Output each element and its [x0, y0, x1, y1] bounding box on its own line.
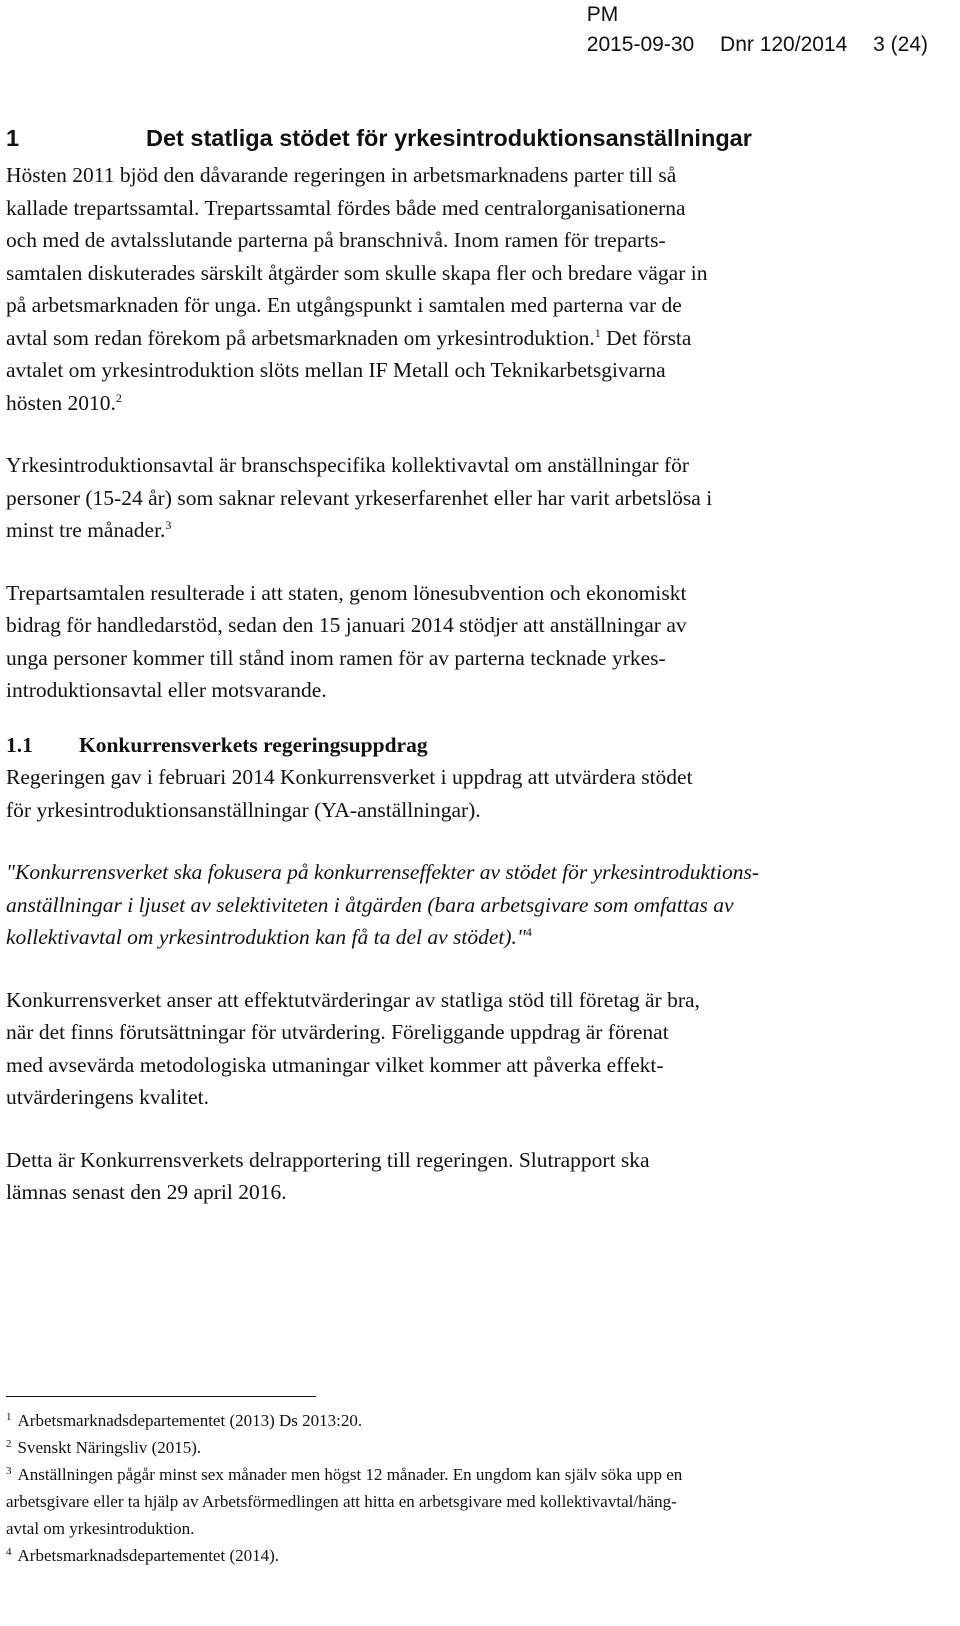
- text-line: personer (15-24 år) som saknar relevant yrkeserfarenhet eller har varit arbetslösa i: [6, 485, 713, 510]
- text-line: lämnas senast den 29 april 2016.: [6, 1180, 287, 1204]
- text-line: samtalen diskuterades särskilt åtgärder som skulle skapa fler och bredare vägar in: [6, 260, 708, 285]
- page-header: [587, 0, 928, 61]
- section-1-1-title: Konkurrensverkets regeringsuppdrag: [79, 732, 428, 757]
- text-line: på arbetsmarknaden för unga. En utgångspunkt i samtalen med parterna var de: [6, 293, 682, 317]
- paragraph: [6, 449, 916, 547]
- text-line: introduktionsavtal eller motsvarande.: [6, 678, 327, 702]
- text-line: för yrkesintroduktionsanställningar (YA-anställningar).: [6, 797, 481, 822]
- text-fragment: avtal som redan förekom på arbetsmarknaden om yrkesintroduktion.: [6, 325, 595, 350]
- footnote-number: 3: [6, 1465, 12, 1477]
- text-fragment: kollektivavtal om yrkesintroduktion kan få ta del av stödet).": [6, 925, 526, 949]
- text-line: med avsevärda metodologiska utmaningar vilket kommer att påverka effekt-: [6, 1052, 664, 1077]
- text-line: Hösten 2011 bjöd den dåvarande regeringen in arbetsmarknadens parter till så: [6, 163, 677, 187]
- text-line: och med de avtalsslutande parterna på branschnivå. Inom ramen för treparts-: [6, 228, 666, 252]
- footnote-2: [6, 1434, 916, 1461]
- footnote-number: 4: [6, 1546, 12, 1558]
- paragraph: [6, 1144, 916, 1209]
- section-1-title: Det statliga stödet för yrkesintroduktionsanställningar: [146, 125, 752, 151]
- text-line: [6, 322, 916, 355]
- section-1-1-heading: [6, 729, 916, 762]
- page-number: 3 (24): [873, 33, 928, 57]
- text-line: unga personer kommer till stånd inom ramen för av parterna tecknade yrkes-: [6, 645, 666, 670]
- footnote-ref-1[interactable]: 1: [594, 325, 601, 340]
- text-line: "Konkurrensverket ska fokusera på konkurrenseffekter av stödet för yrkesintroduktions-: [6, 860, 759, 884]
- text-line: Trepartsamtalen resulterade i att staten, genom lönesubvention och ekonomiskt: [6, 580, 687, 605]
- text-line: utvärderingens kvalitet.: [6, 1085, 209, 1109]
- text-line: Konkurrensverket anser att effektutvärderingar av statliga stöd till företag är bra,: [6, 987, 700, 1012]
- footnote-text: Arbetsmarknadsdepartementet (2013) Ds 2013:20.: [17, 1411, 363, 1430]
- text-line: anställningar i ljuset av selektiviteten i åtgärden (bara arbetsgivare som omfattas av: [6, 892, 734, 917]
- footnote-text: Svenskt Näringsliv (2015).: [17, 1438, 202, 1457]
- text-line: när det finns förutsättningar för utvärdering. Föreliggande uppdrag är förenat: [6, 1020, 669, 1044]
- paragraph: [6, 984, 916, 1114]
- document-type: PM: [586, 3, 619, 26]
- footnote-number: 1: [6, 1411, 12, 1423]
- text-fragment: Det första: [600, 325, 692, 350]
- footnote-text: Arbetsmarknadsdepartementet (2014).: [17, 1546, 280, 1565]
- footnote-divider: [6, 1396, 316, 1397]
- section-1-heading: [6, 125, 752, 152]
- footnote-3-continued: arbetsgivare eller ta hjälp av Arbetsförmedlingen att hitta en arbetsgivare med kollektivavtal/häng-: [6, 1492, 677, 1511]
- document-dnr: Dnr 120/2014: [720, 33, 848, 57]
- text-line: bidrag för handledarstöd, sedan den 15 januari 2014 stödjer att anställningar av: [6, 613, 687, 637]
- footnote-ref-3[interactable]: 3: [165, 518, 172, 532]
- footnote-ref-2[interactable]: 2: [115, 390, 122, 405]
- footnote-text: Anställningen pågår minst sex månader men högst 12 månader. En ungdom kan själv söka upp en: [17, 1465, 683, 1484]
- text-line: [6, 514, 916, 547]
- text-fragment: minst tre månader.: [6, 518, 166, 542]
- text-line: kallade trepartssamtal. Trepartssamtal fördes både med centralorganisationerna: [6, 195, 686, 220]
- text-line: Detta är Konkurrensverkets delrapportering till regeringen. Slutrapport ska: [6, 1147, 650, 1172]
- section-1-1-number: 1.1: [6, 732, 33, 757]
- footnote-ref-4[interactable]: 4: [525, 925, 532, 939]
- section-1-number: 1: [6, 125, 20, 151]
- text-line: avtalet om yrkesintroduktion slöts mellan IF Metall och Teknikarbetsgivarna: [6, 358, 666, 382]
- section-1-body: [6, 159, 916, 1239]
- quote-paragraph: [6, 856, 916, 954]
- header-meta: [587, 30, 928, 60]
- text-line: Yrkesintroduktionsavtal är branschspecifika kollektivavtal om anställningar för: [6, 453, 690, 477]
- footnote-3: [6, 1461, 916, 1488]
- text-line: Regeringen gav i februari 2014 Konkurrensverket i uppdrag att utvärdera stödet: [6, 765, 693, 789]
- footnote-number: 2: [6, 1438, 12, 1450]
- text-line: [6, 387, 916, 420]
- footnote-1: [6, 1407, 916, 1434]
- text-line: [6, 921, 916, 954]
- paragraph: [6, 159, 916, 419]
- footnotes: [6, 1407, 916, 1569]
- text-fragment: hösten 2010.: [6, 390, 116, 415]
- paragraph: [6, 761, 916, 826]
- footnote-4: [6, 1542, 916, 1569]
- footnote-3-continued: avtal om yrkesintroduktion.: [6, 1519, 195, 1538]
- paragraph: [6, 577, 916, 707]
- document-date: 2015-09-30: [586, 33, 695, 57]
